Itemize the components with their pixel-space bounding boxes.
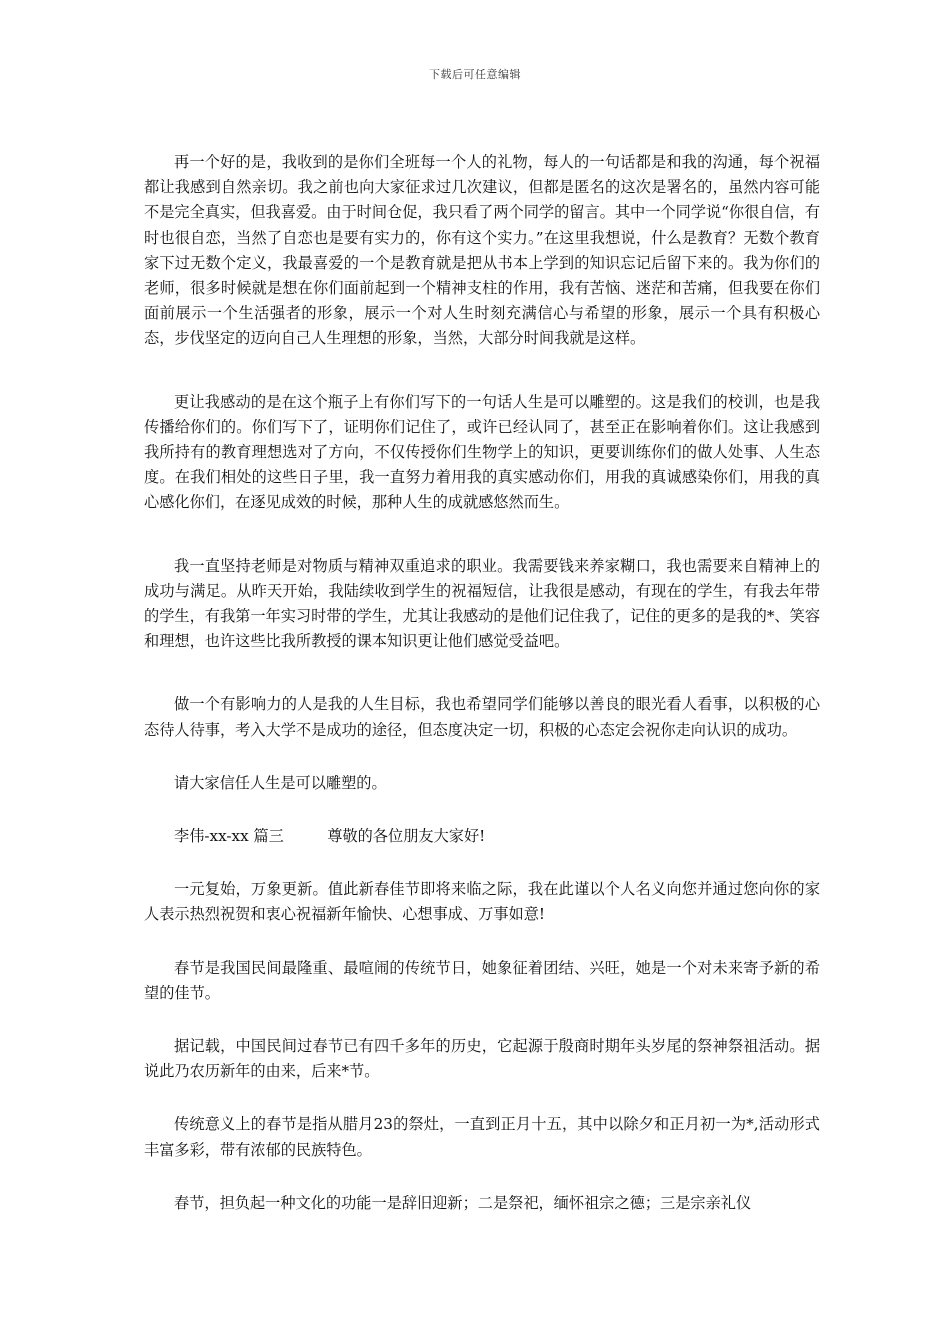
paragraph-5: 请大家信任人生是可以雕塑的。 xyxy=(174,773,387,792)
page-header-note: 下载后可任意编辑 xyxy=(429,68,521,81)
paragraph-1: 再一个好的是，我收到的是你们全班每一个人的礼物，每人的一句话都是和我的沟通，每个祝福都让我感到自然亲切。我之前也向大家征求过几次建议，但都是匿名的这次是署名的，虽然内容可能不是完全真实，但我喜爱。由于时间仓促，我只看了两个同学的留言。其中一个同学说“你很自信，有时也很自恋，当然了自恋也是要有实力的，你有这个实力。”在这里我想说，什么是教育？无数个教育家下过无数个定义，我最喜爱的一个是教育就是把从书本上学到的知识忘记后留下来的。我为你们的老师，很多时候就是想在你们面前起到一个精神支柱的作用，我有苦恼、迷茫和苦痛，但我要在你们面前展示一个生活强者的形象，展示一个对人生时刻充满信心与希望的形象，展示一个具有积极心态，步伐坚定的迈向自己人生理想的形象，当然，大部分时间我就是这样。 xyxy=(144,153,821,348)
paragraph-7: 春节是我国民间最隆重、最喧闹的传统节日，她象征着团结、兴旺，她是一个对未来寄予新的希望的佳节。 xyxy=(144,958,820,1002)
paragraph-9: 传统意义上的春节是指从腊月23的祭灶，一直到正月十五，其中以除夕和正月初一为*,活动形式丰富多彩，带有浓郁的民族特色。 xyxy=(144,1115,820,1159)
section-label: 篇三 xyxy=(253,827,284,846)
paragraph-8: 据记载，中国民间过春节已有四千多年的历史，它起源于殷商时期年头岁尾的祭神祭祖活动。据说此乃农历新年的由来，后来*节。 xyxy=(144,1037,820,1081)
signature-name: 李伟-xx-xx xyxy=(174,827,249,846)
paragraph-3: 我一直坚持老师是对物质与精神双重追求的职业。我需要钱来养家糊口，我也需要来自精神上的成功与满足。从昨天开始，我陆续收到学生的祝福短信，让我很是感动，有现在的学生，有我去年带的学生，有我第一年实习时带的学生，尤其让我感动的是他们记住我了，记住的更多的是我的*、笑容和理想，也许这些比我所教授的课本知识更让他们感觉受益吧。 xyxy=(144,556,820,651)
paragraph-10: 春节，担负起一种文化的功能一是辞旧迎新；二是祭祀，缅怀祖宗之德；三是宗亲礼仪 xyxy=(174,1193,752,1212)
paragraph-4: 做一个有影响力的人是我的人生目标，我也希望同学们能够以善良的眼光看人看事，以积极的心态待人待事，考入大学不是成功的途径，但态度决定一切，积极的心态定会祝你走向认识的成功。 xyxy=(144,695,820,739)
greeting-text: 尊敬的各位朋友大家好! xyxy=(327,827,486,846)
document-body xyxy=(144,150,820,1244)
signature-line xyxy=(144,824,820,849)
paragraph-2: 更让我感动的是在这个瓶子上有你们写下的一句话人生是可以雕塑的。这是我们的校训，也是我传播给你们的。你们写下了，证明你们记住了，或许已经认同了，甚至正在影响着你们。这让我感到我所持有的教育理想选对了方向，不仅传授你们生物学上的知识，更要训练你们的做人处事、人生态度。在我们相处的这些日子里，我一直努力着用我的真实感动你们，用我的真诚感染你们，用我的真心感化你们，在逐见成效的时候，那种人生的成就感悠然而生。 xyxy=(144,392,820,512)
paragraph-6: 一元复始，万象更新。值此新春佳节即将来临之际，我在此谨以个人名义向您并通过您向你的家人表示热烈祝贺和衷心祝福新年愉快、心想事成、万事如意! xyxy=(144,880,820,924)
